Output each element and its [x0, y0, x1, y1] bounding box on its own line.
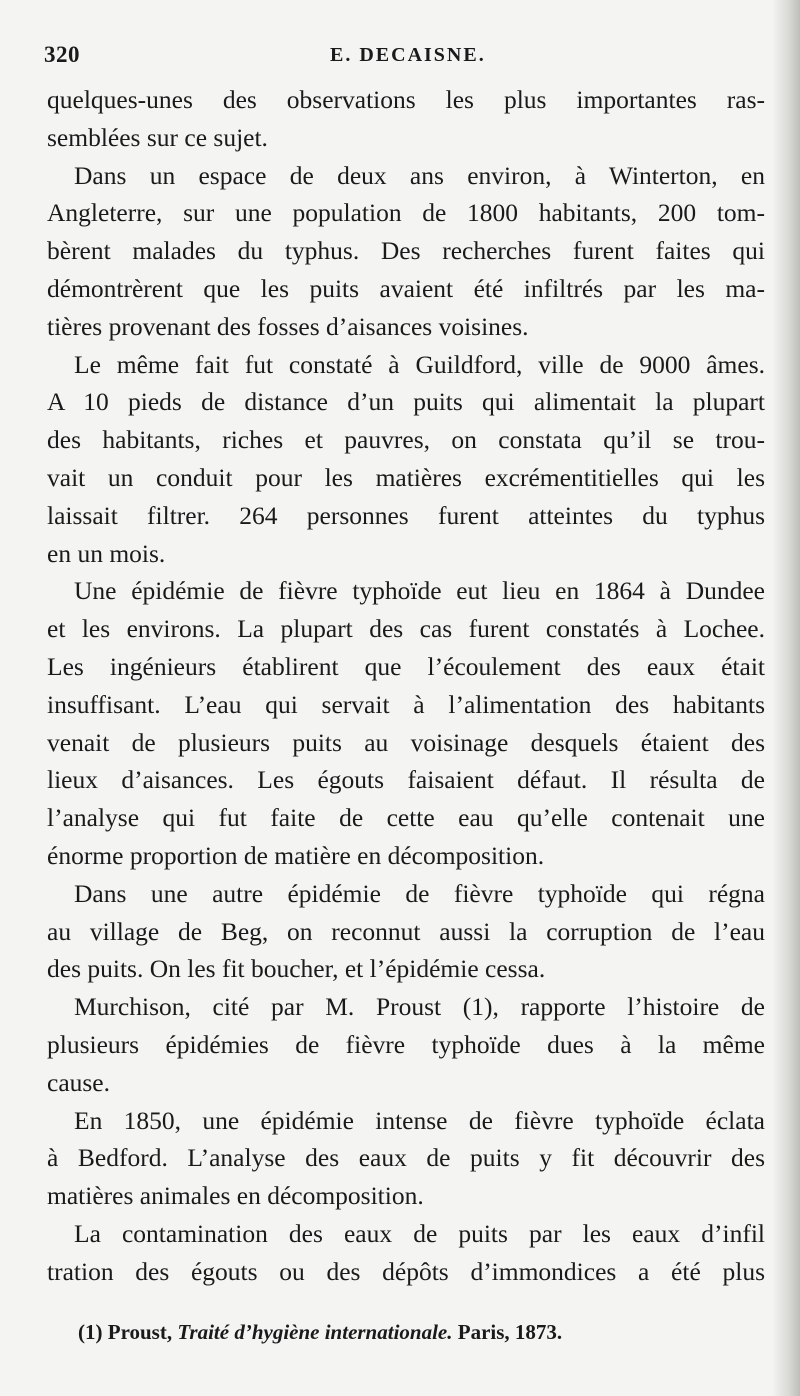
text-line: Dans une autre épidémie de fièvre typhoïde qui régna [74, 878, 765, 908]
text-line: A 10 pieds de distance d’un puits qui alimentait la plupart [47, 387, 765, 417]
text-line: La contamination des eaux de puits par les eaux d’infil [74, 1218, 765, 1248]
text-line: cause. [47, 1067, 111, 1097]
text-line: l’analyse qui fut faite de cette eau qu’elle contenait une [47, 803, 765, 833]
text-line: quelques-unes des observations les plus importantes ras- [47, 85, 765, 114]
text-line: des habitants, riches et pauvres, on constata qu’il se trou- [47, 425, 765, 455]
page-edge-shadow [772, 0, 800, 1396]
text-line: En 1850, une épidémie intense de fièvre typhoïde éclata [74, 1105, 765, 1135]
text-line: énorme proportion de matière en décomposition. [47, 840, 545, 870]
footnote-title: Traité d’hygiène internationale. [177, 1320, 453, 1344]
text-line: démontrèrent que les puits avaient été infiltrés par les ma- [47, 273, 765, 303]
footnote-rest: Paris, 1873. [457, 1320, 563, 1344]
text-line: bèrent malades du typhus. Des recherches furent faites qui [47, 236, 765, 266]
text-line: laissait filtrer. 264 personnes furent atteintes du typhus [47, 500, 765, 530]
text-line: Le même fait fut constaté à Guildford, ville de 9000 âmes. [74, 349, 765, 379]
page-header [44, 40, 764, 76]
text-line: semblées sur ce sujet. [47, 122, 268, 152]
text-line: tières provenant des fosses d’aisances voisines. [47, 311, 529, 341]
footnote-marker: (1) Proust, [78, 1320, 173, 1344]
text-line: des puits. On les fit boucher, et l’épidémie cessa. [47, 954, 546, 984]
running-head: E. DECAISNE. [330, 44, 486, 66]
text-line: plusieurs épidémies de fièvre typhoïde dues à la même [47, 1029, 765, 1059]
text-line: tration des égouts ou des dépôts d’immondices a été plus [47, 1256, 765, 1286]
text-line: matières animales en décomposition. [47, 1181, 424, 1211]
page-number: 320 [44, 42, 80, 67]
text-line: à Bedford. L’analyse des eaux de puits y fit découvrir des [47, 1143, 765, 1173]
text-line: Les ingénieurs établirent que l’écoulement des eaux était [47, 651, 765, 681]
text-line: Murchison, cité par M. Proust (1), rapporte l’histoire de [74, 992, 765, 1022]
text-line: au village de Beg, on reconnut aussi la corruption de l’eau [47, 916, 765, 946]
text-line: insuffisant. L’eau qui servait à l’alimentation des habitants [47, 689, 765, 719]
text-line: et les environs. La plupart des cas furent constatés à Lochee. [47, 614, 765, 644]
text-line: vait un conduit pour les matières excrémentitielles qui les [47, 462, 765, 492]
body-text [47, 81, 765, 1291]
text-line: lieux d’aisances. Les égouts faisaient défaut. Il résulta de [47, 765, 765, 795]
text-line: en un mois. [47, 538, 166, 568]
text-line: venait de plusieurs puits au voisinage desquels étaient des [47, 727, 765, 757]
text-line: Dans un espace de deux ans environ, à Winterton, en [74, 160, 765, 190]
text-line: Une épidémie de fièvre typhoïde eut lieu en 1864 à Dundee [74, 576, 765, 606]
footnote [78, 1320, 562, 1345]
text-line: Angleterre, sur une population de 1800 habitants, 200 tom- [47, 198, 765, 228]
